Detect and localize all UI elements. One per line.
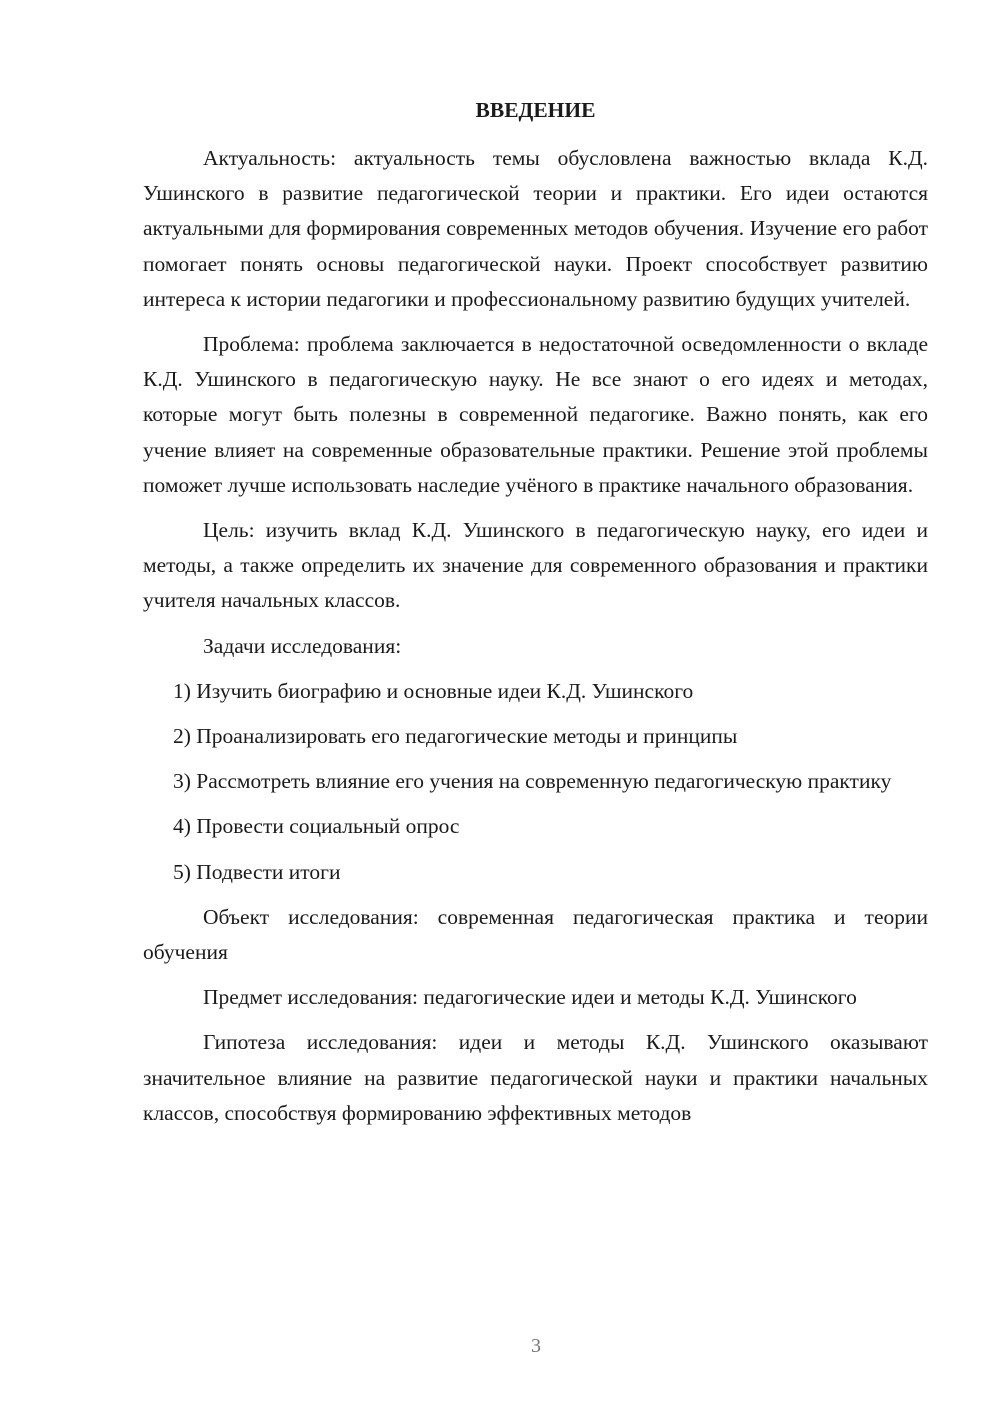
page-title: ВВЕДЕНИЕ — [475, 98, 596, 122]
list-item: 1) Изучить биографию и основные идеи К.Д. Ушинского — [173, 678, 694, 703]
list-item: 3) Рассмотреть влияние его учения на современную педагогическую практику — [173, 769, 892, 794]
page-number: 3 — [531, 1335, 541, 1357]
document-body — [143, 141, 928, 1141]
paragraph-relevance: Актуальность: актуальность темы обусловлена важностью вклада К.Д. Ушинского в развитие педагогической теории и практики. Его идеи остаются актуальными для формирования современных методов обучения. Изучение его работ помогает понять основы педагогической науки. Проект способствует развитию интереса к истории педагогики и профессиональному развитию будущих учителей. — [143, 146, 928, 311]
paragraph-problem: Проблема: проблема заключается в недостаточной осведомленности о вкладе К.Д. Ушинского в педагогическую науку. Не все знают о его идеях и методах, которые могут быть полезны в современной педагогике. Важно понять, как его учение влияет на современные образовательные практики. Решение этой проблемы поможет лучше использовать наследие учёного в практике начального образования. — [143, 332, 928, 497]
list-item: 5) Подвести итоги — [173, 859, 341, 884]
paragraph-object: Объект исследования: современная педагогическая практика и теории обучения — [143, 904, 928, 965]
paragraph-subject: Предмет исследования: педагогические идеи и методы К.Д. Ушинского — [203, 985, 857, 1010]
list-item: 2) Проанализировать его педагогические методы и принципы — [173, 724, 738, 749]
list-item: 4) Провести социальный опрос — [173, 814, 460, 839]
paragraph-goal: Цель: изучить вклад К.Д. Ушинского в педагогическую науку, его идеи и методы, а также определить их значение для современного образования и практики учителя начальных классов. — [143, 518, 928, 613]
paragraph-hypothesis: Гипотеза исследования: идеи и методы К.Д. Ушинского оказывают значительное влияние на развитие педагогической науки и практики начальных классов, способствуя формированию эффективных методов — [143, 1030, 928, 1125]
tasks-heading: Задачи исследования: — [203, 633, 402, 658]
